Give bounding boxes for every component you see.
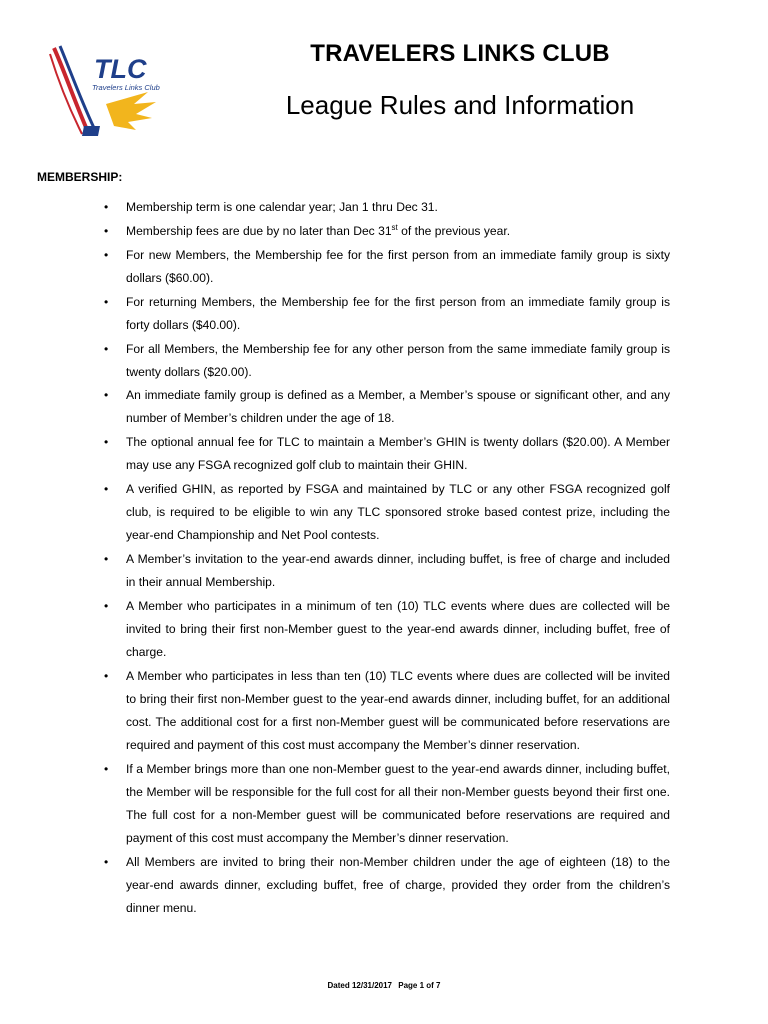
list-item (104, 758, 670, 850)
list-item-text: For all Members, the Membership fee for any other person from the same immediate family group is twenty dollars ($20.00). (126, 341, 670, 379)
page-footer (0, 981, 768, 990)
list-item-text: An immediate family group is defined as a Member, a Member’s spouse or significant other, and any number of Member’s children under the age of 18. (126, 388, 670, 426)
bullet-icon: • (104, 200, 109, 214)
list-item (104, 431, 670, 477)
list-item (104, 220, 670, 243)
section-heading-membership: MEMBERSHIP: (37, 170, 123, 184)
footer-page-number: Page 1 of 7 (398, 981, 441, 990)
footer-dated: Dated 12/31/2017 (327, 981, 392, 990)
bullet-icon: • (104, 341, 109, 356)
list-item-text: Membership fees are due by no later than Dec 31st of the previous year. (126, 222, 511, 238)
membership-rules-list (104, 196, 670, 921)
list-item (104, 851, 670, 920)
list-item (104, 595, 670, 664)
bullet-icon: • (104, 599, 109, 614)
logo-mark: TLC (94, 54, 147, 84)
bullet-icon: • (104, 854, 109, 869)
bullet-icon: • (104, 223, 109, 238)
list-item-text: Membership term is one calendar year; Jan 1 thru Dec 31. (126, 200, 438, 214)
list-item-text: For returning Members, the Membership fee for the first person from an immediate family group is forty dollars ($40.00). (126, 294, 670, 332)
list-item (104, 548, 670, 594)
tlc-logo (44, 40, 162, 140)
bullet-icon: • (104, 435, 109, 450)
list-item-text: If a Member brings more than one non-Member guest to the year-end awards dinner, including buffet, the Member will be responsible for the full cost for all their non-Member guests beyond their first one. The full cost for a non-Member guest will be communicated before reservations are required and payment of this cost must accompany the Member’s dinner reservation. (126, 761, 670, 845)
list-item (104, 196, 670, 219)
list-item-text: For new Members, the Membership fee for the first person from an immediate family group is sixty dollars ($60.00). (126, 247, 670, 285)
list-item-text: A Member who participates in less than ten (10) TLC events where dues are collected will be invited to bring their first non-Member guest to the year-end awards dinner, including buffet, for an additional cost. The additional cost for a first non-Member guest will be communicated before reservations are required and payment of this cost must accompany the Member’s dinner reservation. (126, 668, 670, 752)
list-item (104, 478, 670, 547)
list-item (104, 291, 670, 337)
golf-club-flag-icon (44, 40, 162, 140)
logo-tagline: Travelers Links Club (92, 83, 160, 92)
list-item-text: A Member’s invitation to the year-end awards dinner, including buffet, is free of charge and included in their annual Membership. (126, 552, 670, 590)
bullet-icon: • (104, 247, 109, 262)
bullet-icon: • (104, 294, 109, 309)
list-item (104, 384, 670, 430)
list-item-text: A Member who participates in a minimum of ten (10) TLC events where dues are collected will be invited to bring their first non-Member guest to the year-end awards dinner, including buffet, free of charge. (126, 599, 670, 660)
page-title: TRAVELERS LINKS CLUB (310, 40, 610, 67)
page-subtitle: League Rules and Information (285, 90, 635, 120)
bullet-icon: • (104, 761, 109, 776)
list-item-text: A verified GHIN, as reported by FSGA and maintained by TLC or any other FSGA recognized golf club, is required to be eligible to win any TLC sponsored stroke based contest prize, including the year-end Championship and Net Pool contests. (126, 482, 670, 543)
bullet-icon: • (104, 482, 109, 497)
list-item (104, 338, 670, 384)
list-item-text: All Members are invited to bring their non-Member children under the age of eighteen (18) to the year-end awards dinner, excluding buffet, free of charge, provided they order from the children’s dinner menu. (126, 854, 670, 915)
list-item (104, 244, 670, 290)
bullet-icon: • (104, 388, 109, 403)
bullet-icon: • (104, 552, 109, 567)
bullet-icon: • (104, 668, 109, 683)
list-item-text: The optional annual fee for TLC to maintain a Member’s GHIN is twenty dollars ($20.00). A Member may use any FSGA recognized golf club to maintain their GHIN. (126, 435, 670, 473)
list-item (104, 665, 670, 757)
